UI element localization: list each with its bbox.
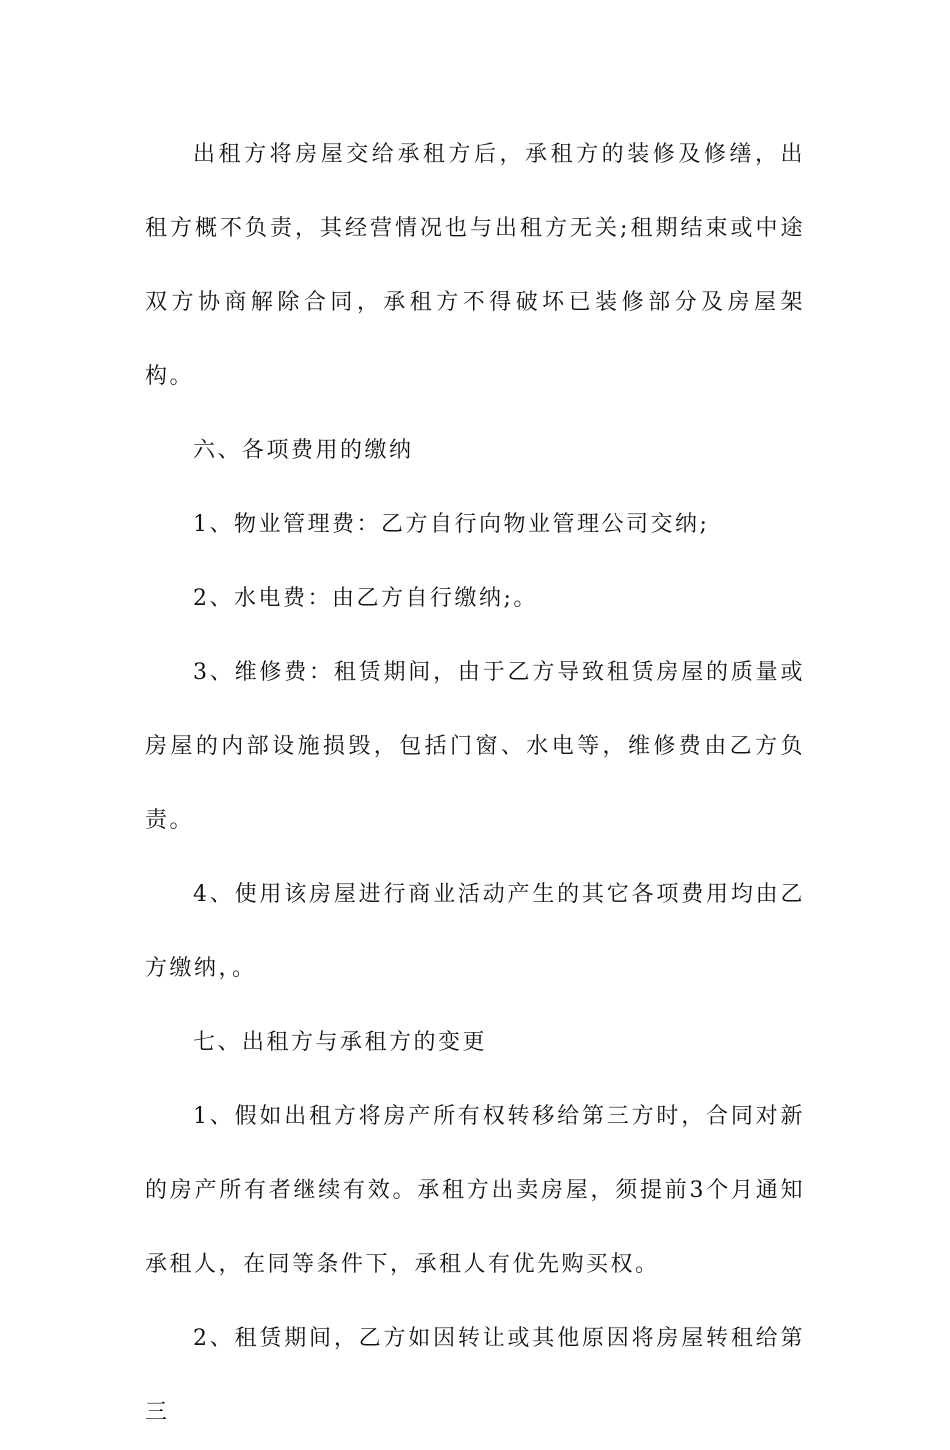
paragraph-property-fee: 1、物业管理费：乙方自行向物业管理公司交纳; — [193, 512, 710, 537]
paragraph-ownership-transfer: 1、假如出租方将房产所有权转移给第三方时，合同对新的房产所有者继续有效。承租方出卖房屋，须提前3个月通知承租人，在同等条件下，承租人有优先购买权。 — [145, 1104, 805, 1277]
paragraph-lessor-responsibility: 出租方将房屋交给承租方后，承租方的装修及修缮，出租方概不负责，其经营情况也与出租方无关;租期结束或中途双方协商解除合同，承租方不得破坏已装修部分及房屋架构。 — [145, 142, 805, 389]
section-heading-changes: 七、出租方与承租方的变更 — [193, 1030, 488, 1055]
paragraph-other-fees: 4、使用该房屋进行商业活动产生的其它各项费用均由乙方缴纳，。 — [145, 882, 805, 981]
section-heading-fees: 六、各项费用的缴纳 — [193, 438, 414, 463]
paragraph-sublease: 2、租赁期间，乙方如因转让或其他原因将房屋转租给第三 — [145, 1326, 805, 1425]
paragraph-utility-fee: 2、水电费：由乙方自行缴纳;。 — [193, 586, 538, 611]
document-page — [145, 118, 805, 1450]
paragraph-repair-fee: 3、维修费：租赁期间，由于乙方导致租赁房屋的质量或房屋的内部设施损毁，包括门窗、水电等，维修费由乙方负责。 — [145, 660, 805, 833]
